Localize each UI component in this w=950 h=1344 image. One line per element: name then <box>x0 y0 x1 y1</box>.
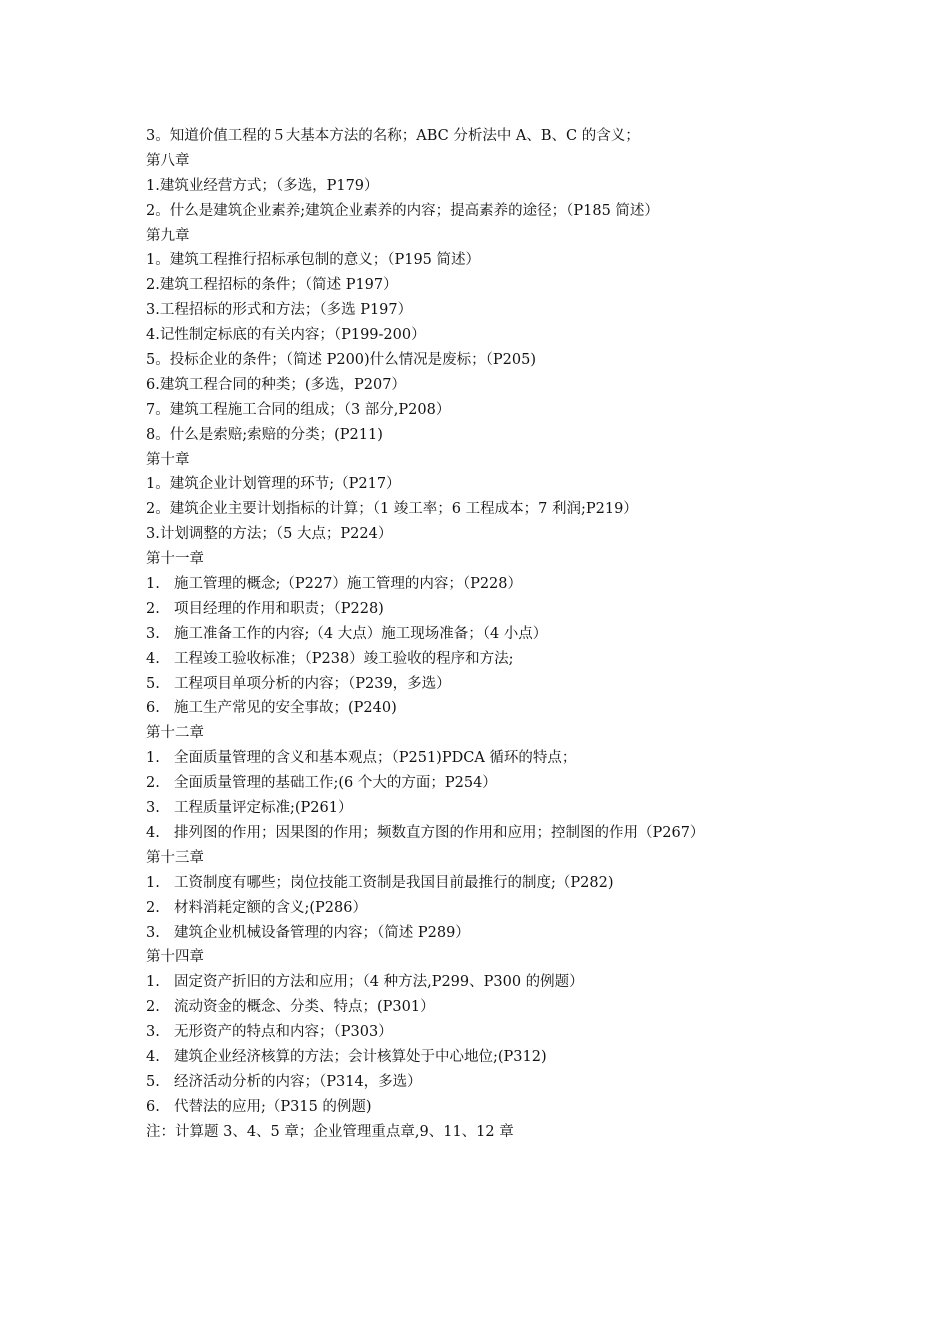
list-item <box>146 248 866 273</box>
item-text: 建筑企业机械设备管理的内容；（简述 P289） <box>174 924 470 941</box>
item-text: 注：计算题 3、4、5 章；企业管理重点章,9、11、12 章 <box>146 1123 514 1140</box>
item-number: 1. <box>146 974 160 991</box>
list-item <box>146 746 866 771</box>
list-item <box>146 398 866 423</box>
list-item <box>146 472 866 497</box>
item-text: 第十三章 <box>146 849 204 866</box>
item-text: 建筑企业经济核算的方法；会计核算处于中心地位;(P312) <box>174 1048 547 1065</box>
list-item <box>146 572 866 597</box>
chapter-heading <box>146 547 866 572</box>
item-text: 第十一章 <box>146 551 204 568</box>
item-text: 5。投标企业的条件；（简述 P200)什么情况是废标；（P205) <box>146 352 537 369</box>
item-number: 1. <box>146 576 160 593</box>
item-text: 流动资金的概念、分类、特点；(P301） <box>174 999 435 1016</box>
item-text: 7。建筑工程施工合同的组成；（3 部分,P208） <box>146 401 451 418</box>
item-text: 第九章 <box>146 227 190 244</box>
item-number: 3. <box>146 800 160 817</box>
item-number: 4. <box>146 1048 160 1065</box>
list-item <box>146 1095 866 1120</box>
item-text: 第十二章 <box>146 725 204 742</box>
item-number: 2. <box>146 775 160 792</box>
item-number: 3. <box>146 625 160 642</box>
item-text: 第八章 <box>146 152 190 169</box>
item-text: 3.计划调整的方法；（5 大点；P224） <box>146 526 393 543</box>
list-item <box>146 647 866 672</box>
list-item <box>146 1020 866 1045</box>
item-text: 8。什么是索赔;索赔的分类；(P211) <box>146 426 383 443</box>
item-text: 1.建筑业经营方式；（多选，P179） <box>146 177 379 194</box>
item-number: 1. <box>146 750 160 767</box>
item-text: 全面质量管理的基础工作;(6 个大的方面；P254） <box>174 775 497 792</box>
item-text: 1。建筑工程推行招标承包制的意义；（P195 简述） <box>146 252 481 269</box>
item-text: 1。建筑企业计划管理的环节;（P217） <box>146 476 401 493</box>
item-text: 固定资产折旧的方法和应用；（4 种方法,P299、P300 的例题） <box>174 974 584 991</box>
item-number: 2. <box>146 899 160 916</box>
list-item <box>146 672 866 697</box>
item-text: 第十四章 <box>146 949 204 966</box>
item-text: 第十章 <box>146 451 190 468</box>
list-item <box>146 323 866 348</box>
list-item <box>146 423 866 448</box>
list-item <box>146 597 866 622</box>
item-number: 6. <box>146 700 160 717</box>
item-text: 施工生产常见的安全事故；(P240) <box>174 700 397 717</box>
list-item <box>146 124 866 149</box>
item-text: 2。什么是建筑企业素养;建筑企业素养的内容；提高素养的途径；（P185 简述） <box>146 202 659 219</box>
list-item <box>146 995 866 1020</box>
item-text: 项目经理的作用和职责；（P228) <box>174 600 384 617</box>
list-item <box>146 970 866 995</box>
list-item <box>146 896 866 921</box>
item-text: 工程项目单项分析的内容；（P239，多选） <box>174 675 451 692</box>
item-number: 3. <box>146 924 160 941</box>
item-number: 4. <box>146 824 160 841</box>
item-text: 全面质量管理的含义和基本观点；（P251)PDCA 循环的特点； <box>174 750 577 767</box>
list-item <box>146 348 866 373</box>
chapter-heading <box>146 846 866 871</box>
item-text: 施工管理的概念;（P227）施工管理的内容；（P228） <box>174 576 522 593</box>
item-text: 6.建筑工程合同的种类；(多选，P207） <box>146 376 406 393</box>
chapter-heading <box>146 149 866 174</box>
item-number: 1. <box>146 874 160 891</box>
item-text: 2。建筑企业主要计划指标的计算；（1 竣工率；6 工程成本；7 利润;P219） <box>146 501 638 518</box>
item-number: 2. <box>146 600 160 617</box>
list-item <box>146 1045 866 1070</box>
item-text: 3。知道价值工程的５大基本方法的名称；ABC 分析法中 A、B、C 的含义； <box>146 128 640 144</box>
item-text: 工资制度有哪些；岗位技能工资制是我国目前最推行的制度;（P282) <box>174 874 614 891</box>
list-item <box>146 622 866 647</box>
list-item <box>146 871 866 896</box>
item-text: 工程质量评定标准;(P261） <box>174 800 353 817</box>
list-item <box>146 771 866 796</box>
list-item <box>146 298 866 323</box>
item-text: 无形资产的特点和内容；（P303） <box>174 1024 393 1041</box>
item-text: 代替法的应用;（P315 的例题) <box>174 1098 372 1115</box>
chapter-heading <box>146 224 866 249</box>
item-text: 材料消耗定额的含义;(P286） <box>174 899 367 916</box>
item-number: 2. <box>146 999 160 1016</box>
document-body <box>146 124 866 1145</box>
list-item <box>146 921 866 946</box>
item-number: 6. <box>146 1098 160 1115</box>
item-text: 工程竣工验收标准；（P238）竣工验收的程序和方法; <box>174 650 514 667</box>
list-item <box>146 1070 866 1095</box>
list-item <box>146 796 866 821</box>
item-text: 4.记性制定标底的有关内容；（P199-200） <box>146 327 426 344</box>
list-item <box>146 174 866 199</box>
item-number: 4. <box>146 650 160 667</box>
list-item <box>146 497 866 522</box>
chapter-heading <box>146 448 866 473</box>
list-item <box>146 373 866 398</box>
list-item <box>146 273 866 298</box>
chapter-heading <box>146 721 866 746</box>
item-number: 5. <box>146 1073 160 1090</box>
list-item <box>146 696 866 721</box>
item-text: 排列图的作用；因果图的作用；频数直方图的作用和应用；控制图的作用（P267） <box>174 824 705 841</box>
list-item <box>146 821 866 846</box>
item-text: 经济活动分析的内容；（P314，多选） <box>174 1073 422 1090</box>
item-text: 施工准备工作的内容;（4 大点）施工现场准备；（4 小点） <box>174 625 548 642</box>
item-number: 3. <box>146 1024 160 1041</box>
item-text: 3.工程招标的形式和方法；（多选 P197） <box>146 302 413 319</box>
chapter-heading <box>146 945 866 970</box>
item-number: 5. <box>146 675 160 692</box>
item-text: 2.建筑工程招标的条件；（简述 P197） <box>146 277 398 294</box>
list-item <box>146 522 866 547</box>
note-line <box>146 1120 866 1145</box>
list-item <box>146 199 866 224</box>
